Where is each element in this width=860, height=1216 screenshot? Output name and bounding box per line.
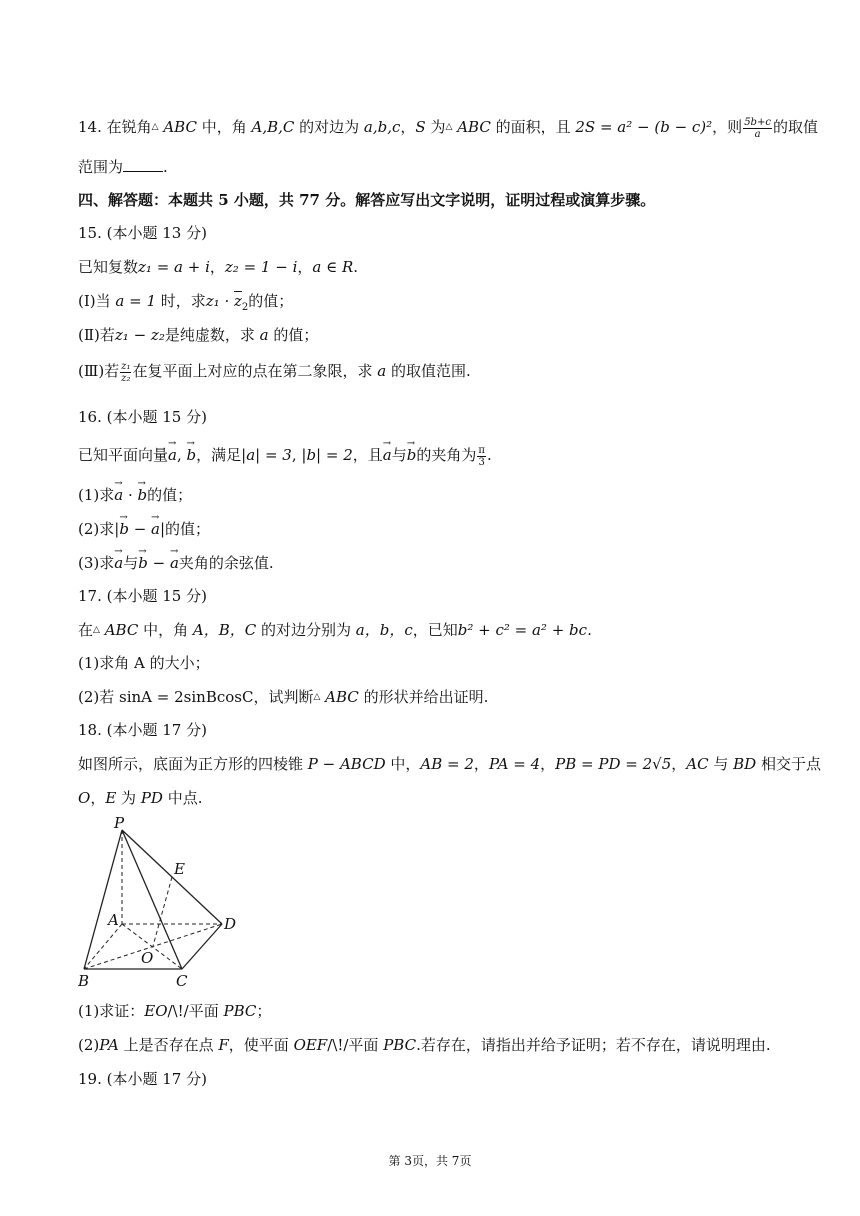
triangle-icon: △ [445,122,453,132]
q18-stem-1: 如图所示，底面为正方形的四棱锥 P − ABCD 中，AB = 2，PA = 4，PB = PD = 2√5，AC 与 BD 相交于点 [78,755,821,773]
q14-line-1: 14. 在锐角△ ABC 中，角 A,B,C 的对边为 a,b,c，S 为△ ABC 的面积，且 2S = a² − (b − c)²，则 $\frac{5b+c}{a}$ 的取值 [78,116,818,140]
q18-part-2: (2)PA 上是否存在点 F，使平面 OEF/\!/平面 PBC.若存在，请指出并给予证明；若不存在，请说明理由. [78,1036,771,1054]
pyramid-figure [78,814,248,989]
label-b: B [78,972,90,989]
edge-cd [182,924,222,969]
q17-stem: 在△ ABC 中，角 A，B，C 的对边分别为 a，b，c，已知b² + c² = a² + bc. [78,621,592,639]
q16-part-2: (2)求|→ b − → a|的值； [78,518,800,540]
fraction: $\frac{\pi}{3}$ [478,444,485,468]
label-c: C [176,972,188,989]
q16-part-1: (1)求→ a · → b的值； [78,484,800,506]
q15-header: 15. (本小题 13 分) [78,224,207,242]
q14-line-2: 范围为 . [78,158,168,176]
label-e: E [174,860,185,878]
fraction: $\frac{5b+c}{a}$ [744,116,771,140]
q15-stem: 已知复数z₁ = a + i，z₂ = 1 − i，a ∈ R. [78,258,359,276]
edge-pb [84,830,122,969]
q17-part-2: (2)若 sinA = 2sinBcosC，试判断△ ABC 的形状并给出证明. [78,688,489,706]
page-footer: 第 3页，共 7页 [388,1154,472,1168]
label-a: A [108,911,119,929]
q17-part-1: (1)求角 A 的大小； [78,654,210,672]
q15-part-3: (Ⅲ)若 $\frac{\text{z₁}}{\text{z₂}}$ 在复平面上对应的点在第二象限，求 a 的取值范围. [78,360,471,384]
label-p: P [114,814,125,832]
q17-header: 17. (本小题 15 分) [78,587,207,605]
section-heading: 四、解答题：本题共 5 小题，共 77 分。解答应写出文字说明，证明过程或演算步骤。 [78,191,656,209]
q18-header: 18. (本小题 17 分) [78,721,207,739]
segment-eo [153,877,172,946]
triangle-icon: △ [93,625,100,635]
label-d: D [224,915,237,933]
triangle-icon: △ [151,122,159,132]
q18-part-1: (1)求证：EO/\!/平面 PBC； [78,1002,272,1020]
q18-stem-2: O，E 为 PD 中点. [78,789,203,807]
fraction: $\frac{\text{z₁}}{\text{z₂}}$ [121,360,131,384]
q16-stem: 已知平面向量→ a, → b，满足|a| = 3, |b| = 2，且→ a与→ b的夹角为 $\frac{\pi}{3}$ . [78,444,800,468]
q16-part-3: (3)求→ a与→ b − → a夹角的余弦值. [78,552,800,574]
label-o: O [141,949,154,967]
q16-header: 16. (本小题 15 分) [78,408,207,426]
triangle-icon: △ [313,692,321,702]
answer-blank [123,157,163,172]
q15-part-2: (Ⅱ)若z₁ − z₂是纯虚数，求 a 的值； [78,326,319,344]
q19-header: 19. (本小题 17 分) [78,1070,207,1088]
q15-part-1: (Ⅰ)当 a = 1 时，求$z_1 \cdot \overline{z}_2$的值； [78,292,294,313]
